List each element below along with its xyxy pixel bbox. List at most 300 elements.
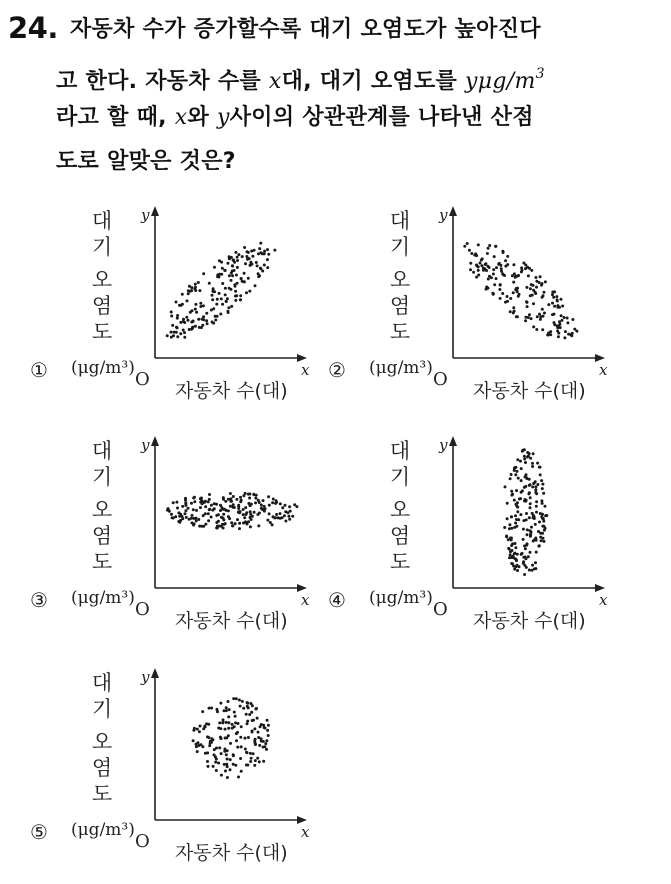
scatter-point (535, 505, 538, 508)
scatter-point (512, 291, 515, 294)
scatter-point (477, 274, 480, 277)
scatter-point (226, 776, 229, 779)
scatter-point (175, 501, 178, 504)
scatter-point (529, 502, 532, 505)
scatter-point (236, 746, 239, 749)
scatter-point (245, 764, 248, 767)
scatter-point (553, 305, 556, 308)
scatter-point (566, 317, 569, 320)
scatter-point (219, 509, 222, 512)
scatter-point (549, 333, 552, 336)
scatter-point (256, 264, 259, 267)
scatter-point (198, 289, 201, 292)
scatter-point (492, 268, 495, 271)
scatter-point (564, 330, 567, 333)
scatter-point (494, 245, 497, 248)
scatter-point (525, 286, 528, 289)
scatter-point (569, 333, 572, 336)
scatter-point (208, 744, 211, 747)
scatter-point (229, 505, 232, 508)
scatter-point (284, 504, 287, 507)
y-axis-title-char: 대 (389, 439, 411, 463)
scatter-point (519, 460, 522, 463)
scatter-point (229, 758, 232, 761)
scatter-point (207, 519, 210, 522)
scatter-point (271, 501, 274, 504)
scatter-point (245, 713, 248, 716)
y-axis-title-char: 오 (91, 498, 113, 522)
scatter-point (254, 759, 257, 762)
scatter-point (215, 747, 218, 750)
scatter-point (181, 505, 184, 508)
scatter-point (527, 455, 530, 458)
scatter-point (556, 298, 559, 301)
y-axis-title-char: 기 (91, 697, 113, 721)
scatter-point (531, 294, 534, 297)
scatter-point (522, 538, 525, 541)
scatter-point (237, 507, 240, 510)
scatter-point (523, 458, 526, 461)
scatter-point (518, 293, 521, 296)
scatter-point (243, 516, 246, 519)
scatter-point (184, 512, 187, 515)
scatter-point (200, 326, 203, 329)
scatter-point (227, 715, 230, 718)
scatter-point (252, 752, 255, 755)
scatter-point (242, 508, 245, 511)
scatter-point (463, 245, 466, 248)
scatter-point (210, 309, 213, 312)
scatter-point (534, 488, 537, 491)
scatter-point (516, 275, 519, 278)
scatter-point (575, 330, 578, 333)
scatter-point (263, 250, 266, 253)
scatter-point (557, 325, 560, 328)
scatter-point (208, 282, 211, 285)
scatter-point (218, 292, 221, 295)
scatter-point (523, 455, 526, 458)
scatter-point (516, 569, 519, 572)
scatter-point (256, 513, 259, 516)
scatter-point (560, 298, 563, 301)
x-variable-label: x (599, 591, 608, 609)
scatter-point (224, 269, 227, 272)
scatter-point (524, 556, 527, 559)
scatter-point (179, 332, 182, 335)
scatter-point (234, 764, 237, 767)
scatter-point (254, 743, 257, 746)
scatter-point (557, 335, 560, 338)
x-axis-title: 자동차 수(대) (175, 842, 288, 864)
scatter-point (512, 306, 515, 309)
scatter-point (232, 697, 235, 700)
scatter-point (257, 272, 260, 275)
scatter-point (502, 273, 505, 276)
scatter-point (469, 262, 472, 265)
scatter-point (267, 495, 270, 498)
scatter-point (193, 522, 196, 525)
scatter-point (534, 523, 537, 526)
scatter-point (239, 294, 242, 297)
choice-plot-5[interactable] (30, 668, 310, 864)
scatter-point (216, 525, 219, 528)
scatter-point (166, 334, 169, 337)
scatter-point (470, 252, 473, 255)
scatter-point (543, 540, 546, 543)
scatter-point (528, 478, 531, 481)
scatter-point (214, 761, 217, 764)
scatter-point (508, 527, 511, 530)
question-line-3-text-b: 와 (187, 105, 217, 130)
scatter-point (222, 518, 225, 521)
y-axis-title-char: 대 (91, 209, 113, 233)
scatter-point (477, 269, 480, 272)
scatter-point (225, 709, 228, 712)
scatter-point (236, 259, 239, 262)
scatter-point (532, 284, 535, 287)
scatter-point (511, 555, 514, 558)
scatter-point (509, 553, 512, 556)
scatter-point (247, 277, 250, 280)
scatter-point (245, 255, 248, 258)
scatter-point (249, 760, 252, 763)
scatter-point (254, 497, 257, 500)
scatter-point (220, 273, 223, 276)
scatter-point (547, 303, 550, 306)
scatter-point (250, 702, 253, 705)
scatter-point (258, 501, 261, 504)
scatter-cloud (192, 697, 270, 779)
scatter-point (253, 249, 256, 252)
scatter-point (222, 498, 225, 501)
scatter-point (171, 324, 174, 327)
scatter-point (193, 496, 196, 499)
scatter-point (211, 298, 214, 301)
scatter-point (259, 725, 262, 728)
scatter-point (267, 253, 270, 256)
scatter-point (263, 264, 266, 267)
scatter-point (537, 530, 540, 533)
y-axis-arrow-icon (151, 206, 159, 216)
scatter-point (172, 334, 175, 337)
y-axis-title-char: 오 (91, 268, 113, 292)
y-axis-title-char: 대 (389, 209, 411, 233)
scatter-point (211, 294, 214, 297)
choice-plot-3[interactable] (30, 436, 310, 632)
scatter-point (238, 527, 241, 530)
scatter-point (526, 533, 529, 536)
scatter-point (246, 701, 249, 704)
scatter-point (170, 513, 173, 516)
choice-plot-1[interactable] (30, 206, 310, 402)
x-axis-title: 자동차 수(대) (473, 610, 586, 632)
scatter-point (179, 304, 182, 307)
scatter-point (539, 275, 542, 278)
y-variable-label: y (141, 436, 150, 454)
scatter-point (226, 310, 229, 313)
scatter-point (514, 546, 517, 549)
scatter-point (264, 742, 267, 745)
scatter-point (260, 740, 263, 743)
scatter-point (520, 270, 523, 273)
scatter-point (235, 739, 238, 742)
scatter-point (556, 306, 559, 309)
scatter-point (234, 285, 237, 288)
scatter-point (255, 261, 258, 264)
scatter-point (514, 522, 517, 525)
variable-y: y (216, 105, 230, 130)
scatter-point (227, 306, 230, 309)
y-unit-label: (μg/m³) (71, 820, 135, 840)
scatter-point (540, 539, 543, 542)
scatter-point (526, 301, 529, 304)
choice-marker[interactable]: ① (30, 358, 48, 382)
scatter-point (197, 518, 200, 521)
scatter-point (236, 518, 239, 521)
scatter-point (283, 514, 286, 517)
y-axis-title-char: 염 (389, 524, 411, 548)
scatter-point (207, 723, 210, 726)
scatter-point (528, 491, 531, 494)
scatter-point (510, 527, 513, 530)
scatter-point (176, 314, 179, 317)
scatter-point (516, 510, 519, 513)
scatter-point (481, 257, 484, 260)
scatter-point (195, 311, 198, 314)
x-variable-label: x (301, 361, 310, 379)
scatter-point (529, 496, 532, 499)
scatter-point (246, 722, 249, 725)
scatter-point (479, 262, 482, 265)
scatter-point (239, 500, 242, 503)
scatter-point (517, 477, 520, 480)
scatter-point (542, 492, 545, 495)
scatter-point (247, 251, 250, 254)
scatter-point (210, 516, 213, 519)
scatter-point (207, 512, 210, 515)
scatter-point (194, 283, 197, 286)
scatter-point (511, 542, 514, 545)
scatter-point (259, 242, 262, 245)
scatter-point (187, 507, 190, 510)
scatter-point (241, 255, 244, 258)
scatter-point (561, 319, 564, 322)
scatter-point (249, 263, 252, 266)
scatter-point (253, 511, 256, 514)
choice-marker[interactable]: ② (328, 358, 346, 382)
scatter-point (194, 289, 197, 292)
scatter-point (522, 519, 525, 522)
origin-label: O (433, 599, 448, 620)
scatter-point (202, 272, 205, 275)
scatter-point (506, 295, 509, 298)
scatter-point (510, 538, 513, 541)
scatter-point (221, 523, 224, 526)
scatter-point (235, 732, 238, 735)
y-axis-title-char: 오 (389, 268, 411, 292)
scatter-point (472, 271, 475, 274)
scatter-point (239, 705, 242, 708)
scatter-point (526, 266, 529, 269)
y-axis-arrow-icon (151, 668, 159, 678)
scatter-point (202, 514, 205, 517)
origin-label: O (135, 369, 150, 390)
scatter-point (235, 697, 238, 700)
scatter-point (213, 502, 216, 505)
y-axis-title-char: 도 (389, 550, 411, 574)
scatter-point (516, 470, 519, 473)
scatter-point (488, 244, 491, 247)
scatter-point (266, 729, 269, 732)
scatter-point (265, 748, 268, 751)
scatter-point (187, 292, 190, 295)
scatter-point (539, 466, 542, 469)
scatter-point (232, 753, 235, 756)
scatter-point (241, 700, 244, 703)
scatter-point (246, 720, 249, 723)
scatter-point (250, 518, 253, 521)
y-variable-label: y (439, 206, 448, 224)
scatter-point (242, 707, 245, 710)
scatter-point (530, 317, 533, 320)
scatter-point (235, 498, 238, 501)
scatter-point (259, 251, 262, 254)
scatter-point (244, 520, 247, 523)
scatter-point (235, 274, 238, 277)
question-line-3-text-a: 라고 할 때, (56, 105, 175, 130)
scatter-cloud (463, 242, 578, 339)
scatter-point (492, 293, 495, 296)
scatter-point (231, 274, 234, 277)
scatter-point (252, 493, 255, 496)
scatter-point (527, 274, 530, 277)
scatter-point (239, 510, 242, 513)
scatter-point (487, 278, 490, 281)
scatter-point (217, 520, 220, 523)
scatter-point (188, 328, 191, 331)
scatter-point (230, 256, 233, 259)
scatter-point (530, 526, 533, 529)
scatter-point (244, 513, 247, 516)
scatter-point (537, 545, 540, 548)
scatter-point (212, 287, 215, 290)
scatter-point (205, 319, 208, 322)
scatter-point (288, 505, 291, 508)
scatter-point (525, 566, 528, 569)
scatter-point (522, 528, 525, 531)
scatter-point (190, 286, 193, 289)
scatter-point (204, 500, 207, 503)
scatter-point (193, 517, 196, 520)
scatter-point (201, 745, 204, 748)
scatter-point (509, 477, 512, 480)
scatter-point (246, 751, 249, 754)
scatter-point (253, 764, 256, 767)
scatter-point (230, 305, 233, 308)
variable-x: x (268, 69, 282, 94)
scatter-point (239, 496, 242, 499)
scatter-point (238, 522, 241, 525)
scatter-point (209, 740, 212, 743)
scatter-point (204, 505, 207, 508)
scatter-point (524, 498, 527, 501)
choice-marker[interactable]: ③ (30, 588, 48, 612)
y-axis-title-char: 도 (389, 320, 411, 344)
scatter-point (516, 458, 519, 461)
scatter-point (532, 516, 535, 519)
scatter-point (273, 516, 276, 519)
scatter-point (248, 290, 251, 293)
scatter-point (542, 294, 545, 297)
scatter-point (194, 325, 197, 328)
y-unit-label: (μg/m³) (369, 358, 433, 378)
scatter-point (522, 560, 525, 563)
scatter-point (193, 500, 196, 503)
scatter-point (511, 274, 514, 277)
scatter-point (571, 318, 574, 321)
scatter-point (518, 565, 521, 568)
scatter-point (492, 273, 495, 276)
scatter-point (498, 288, 501, 291)
scatter-point (505, 535, 508, 538)
scatter-point (238, 699, 241, 702)
scatter-point (521, 552, 524, 555)
scatter-point (224, 728, 227, 731)
y-axis-title-char: 도 (91, 550, 113, 574)
choice-marker[interactable]: ⑤ (30, 820, 48, 844)
choice-plot-4[interactable] (328, 436, 608, 632)
scatter-point (293, 503, 296, 506)
scatter-point (535, 511, 538, 514)
scatter-point (522, 262, 525, 265)
scatter-point (170, 331, 173, 334)
scatter-point (220, 737, 223, 740)
scatter-point (279, 512, 282, 515)
scatter-point (543, 291, 546, 294)
scatter-point (208, 707, 211, 710)
y-axis-title-char: 기 (91, 465, 113, 489)
scatter-point (198, 730, 201, 733)
choice-plot-2[interactable] (328, 206, 608, 402)
scatter-point (199, 305, 202, 308)
scatter-cloud (166, 242, 277, 339)
scatter-point (510, 473, 513, 476)
scatter-point (175, 301, 178, 304)
scatter-point (257, 524, 260, 527)
scatter-point (196, 728, 199, 731)
scatter-point (207, 765, 210, 768)
scatter-point (221, 282, 224, 285)
scatter-point (254, 738, 257, 741)
scatter-point (175, 331, 178, 334)
scatter-point (217, 513, 220, 516)
scatter-point (206, 751, 209, 754)
scatter-point (271, 523, 274, 526)
y-axis-title-char: 오 (91, 730, 113, 754)
scatter-point (218, 259, 221, 262)
scatter-point (229, 768, 232, 771)
scatter-point (172, 517, 175, 520)
choice-marker[interactable]: ④ (328, 588, 346, 612)
scatter-point (531, 569, 534, 572)
scatter-point (234, 295, 237, 298)
scatter-point (480, 264, 483, 267)
scatter-point (225, 736, 228, 739)
scatter-point (503, 526, 506, 529)
scatter-point (208, 498, 211, 501)
scatter-point (244, 748, 247, 751)
scatter-point (551, 293, 554, 296)
